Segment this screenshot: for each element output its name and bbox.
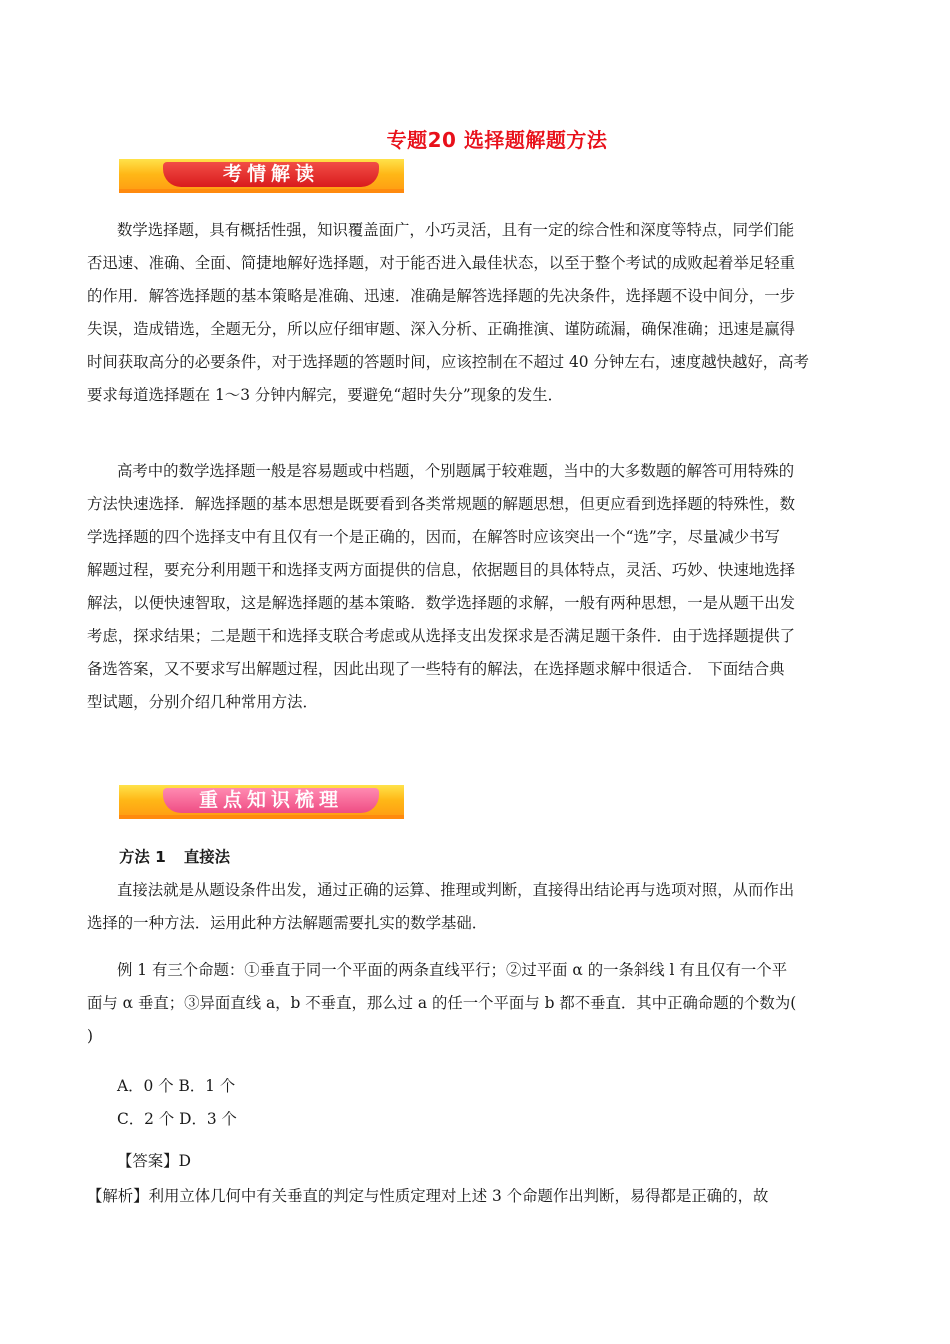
text-line: 选择的一种方法．运用此种方法解题需要扎实的数学基础． bbox=[87, 914, 488, 932]
text-line: 否迅速、准确、全面、简捷地解好选择题，对于能否进入最佳状态，以至于整个考试的成败起着举足轻重 bbox=[87, 254, 795, 272]
intro-paragraph-2 bbox=[87, 455, 867, 719]
answer-line: 【答案】D bbox=[117, 1152, 191, 1170]
section-banner-key-knowledge bbox=[119, 785, 404, 819]
text-line: 解法，以便快速智取，这是解选择题的基本策略．数学选择题的求解，一般有两种思想，一是从题干出发 bbox=[87, 594, 795, 612]
page-title: 专题20 选择题解题方法 bbox=[386, 128, 608, 152]
example-1-analysis bbox=[87, 1180, 867, 1213]
method-name: 直接法 bbox=[183, 848, 231, 866]
method-1-description bbox=[87, 874, 867, 940]
banner-label: 考情解读 bbox=[222, 163, 319, 185]
text-line: 考虑，探求结果；二是题干和选择支联合考虑或从选择支出发探求是否满足题干条件．由于选择题提供了 bbox=[87, 627, 795, 645]
text-line: 直接法就是从题设条件出发，通过正确的运算、推理或判断，直接得出结论再与选项对照，从而作出 bbox=[117, 881, 795, 899]
intro-paragraph-1 bbox=[87, 214, 867, 412]
banner-label: 重点知识梳理 bbox=[198, 789, 343, 811]
banner-underline bbox=[119, 189, 404, 193]
option-line: C．2 个 D．3 个 bbox=[117, 1110, 237, 1128]
text-line: 解题过程，要充分利用题干和选择支两方面提供的信息，依据题目的具体特点，灵活、巧妙、快速地选择 bbox=[87, 561, 795, 579]
text-line: 备选答案，又不要求写出解题过程，因此出现了一些特有的解法，在选择题求解中很适合． 下面结合典 bbox=[87, 660, 785, 678]
example-1-question bbox=[87, 954, 867, 1053]
text-line: 时间获取高分的必要条件，对于选择题的答题时间，应该控制在不超过 40 分钟左右，速度越快越好，高考 bbox=[87, 353, 809, 371]
text-line: 高考中的数学选择题一般是容易题或中档题，个别题属于较难题，当中的大多数题的解答可用特殊的 bbox=[117, 462, 795, 480]
method-1-heading bbox=[119, 841, 230, 874]
text-line: 例 1 有三个命题：①垂直于同一个平面的两条直线平行；②过平面 α 的一条斜线 l 有且仅有一个平 bbox=[117, 961, 788, 979]
text-line: 失误，造成错选，全题无分，所以应仔细审题、深入分析、正确推演、谨防疏漏，确保准确；迅速是赢得 bbox=[87, 320, 795, 338]
banner-underline bbox=[119, 815, 404, 819]
text-line: 方法快速选择．解选择题的基本思想是既要看到各类常规题的解题思想，但更应看到选择题的特殊性，数 bbox=[87, 495, 795, 513]
section-banner-exam-analysis bbox=[119, 159, 404, 193]
text-line: 学选择题的四个选择支中有且仅有一个是正确的，因而，在解答时应该突出一个“选”字，尽量减少书写 bbox=[87, 528, 780, 546]
text-line: 型试题，分别介绍几种常用方法． bbox=[87, 693, 318, 711]
text-line: 的作用．解答选择题的基本策略是准确、迅速．准确是解答选择题的先决条件，选择题不设中间分，一步 bbox=[87, 287, 795, 305]
option-line: A．0 个 B．1 个 bbox=[117, 1077, 236, 1095]
method-label: 方法 1 bbox=[119, 848, 166, 866]
text-line: 面与 α 垂直；③异面直线 a，b 不垂直，那么过 a 的任一个平面与 b 都不垂直．其中正确命题的个数为( bbox=[87, 994, 797, 1012]
example-1-options bbox=[87, 1070, 867, 1136]
analysis-line: 【解析】利用立体几何中有关垂直的判定与性质定理对上述 3 个命题作出判断，易得都是正确的，故 bbox=[87, 1187, 769, 1205]
text-line: 数学选择题，具有概括性强，知识覆盖面广，小巧灵活，且有一定的综合性和深度等特点，同学们能 bbox=[117, 221, 795, 239]
text-line: 要求每道选择题在 1～3 分钟内解完，要避免“超时失分”现象的发生． bbox=[87, 386, 564, 404]
text-line: ) bbox=[87, 1027, 94, 1045]
example-1-answer bbox=[87, 1145, 867, 1178]
